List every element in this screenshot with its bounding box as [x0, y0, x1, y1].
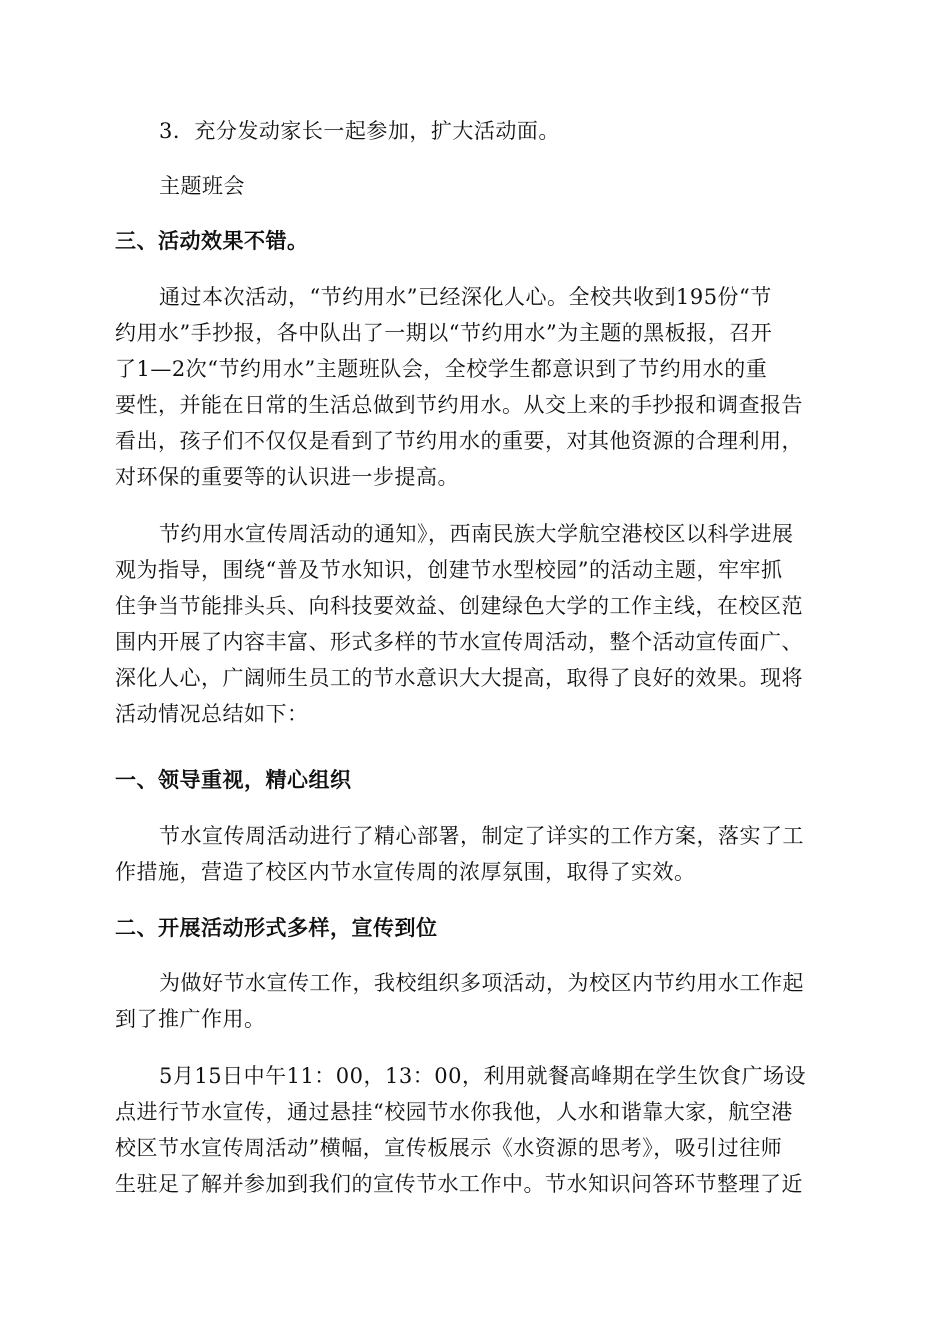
- section-2-heading: 二、开展活动形式多样，宣传到位: [115, 916, 438, 940]
- paragraph-line: 观为指导，围绕“普及节水知识，创建节水型校园”的活动主题，牢牢抓: [115, 558, 783, 582]
- paragraph-line: 为做好节水宣传工作，我校组织多项活动，为校区内节约用水工作起: [159, 971, 804, 995]
- paragraph-line: 点进行节水宣传，通过悬挂“校园节水你我他，人水和谐靠大家，航空港: [115, 1100, 793, 1124]
- notice-paragraph: [115, 516, 835, 732]
- paragraph-line: 看出，孩子们不仅仅是看到了节约用水的重要，对其他资源的合理利用，: [115, 429, 803, 453]
- paragraph-line: 通过本次活动，“节约用水”已经深化人心。全校共收到195份“节: [159, 285, 772, 309]
- paragraph-line: 深化人心，广阔师生员工的节水意识大大提高，取得了良好的效果。现将: [115, 666, 803, 690]
- paragraph-line: 要性，并能在日常的生活总做到节约用水。从交上来的手抄报和调查报告: [115, 393, 803, 417]
- section-3-heading: 三、活动效果不错。: [115, 229, 309, 253]
- paragraph-line: 作措施，营造了校区内节水宣传周的浓厚氛围，取得了实效。: [115, 860, 696, 884]
- paragraph-line: 生驻足了解并参加到我们的宣传节水工作中。节水知识问答环节整理了近: [115, 1172, 803, 1196]
- paragraph-line: 对环保的重要等的认识进一步提高。: [115, 465, 459, 489]
- paragraph-line: 5月15日中午11：00，13：00，利用就餐高峰期在学生饮食广场设: [159, 1064, 806, 1088]
- leadership-paragraph: [115, 818, 835, 890]
- paragraph-line: 节水宣传周活动进行了精心部署，制定了详实的工作方案，落实了工: [159, 824, 804, 848]
- may15-paragraph: [115, 1058, 835, 1202]
- paragraph-line: 到了推广作用。: [115, 1007, 266, 1031]
- paragraph-line: 节约用水宣传周活动的通知》，西南民族大学航空港校区以科学进展: [159, 522, 794, 546]
- paragraph-line: 3．充分发动家长一起参加，扩大活动面。: [159, 119, 560, 143]
- paragraph-line: 了1—2次“节约用水”主题班队会，全校学生都意识到了节约用水的重: [115, 357, 768, 381]
- paragraph-line: 住争当节能排头兵、向科技要效益、创建绿色大学的工作主线，在校区范: [115, 594, 803, 618]
- paragraph-line: 围内开展了内容丰富、形式多样的节水宣传周活动，整个活动宣传面广、: [115, 630, 803, 654]
- paragraph-line: 主题班会: [159, 174, 245, 198]
- paragraph-line: 校区节水宣传周活动”横幅，宣传板展示《水资源的思考》，吸引过往师: [115, 1136, 783, 1160]
- item-3-paragraph: [115, 113, 835, 149]
- paragraph-line: 约用水”手抄报，各中队出了一期以“节约用水”为主题的黑板报，召开: [115, 321, 773, 345]
- section-1-heading: 一、领导重视，精心组织: [115, 768, 352, 792]
- effect-paragraph: [115, 279, 835, 495]
- paragraph-line: 活动情况总结如下：: [115, 702, 309, 726]
- publicity-paragraph: [115, 965, 835, 1037]
- theme-meeting-label: [115, 168, 835, 204]
